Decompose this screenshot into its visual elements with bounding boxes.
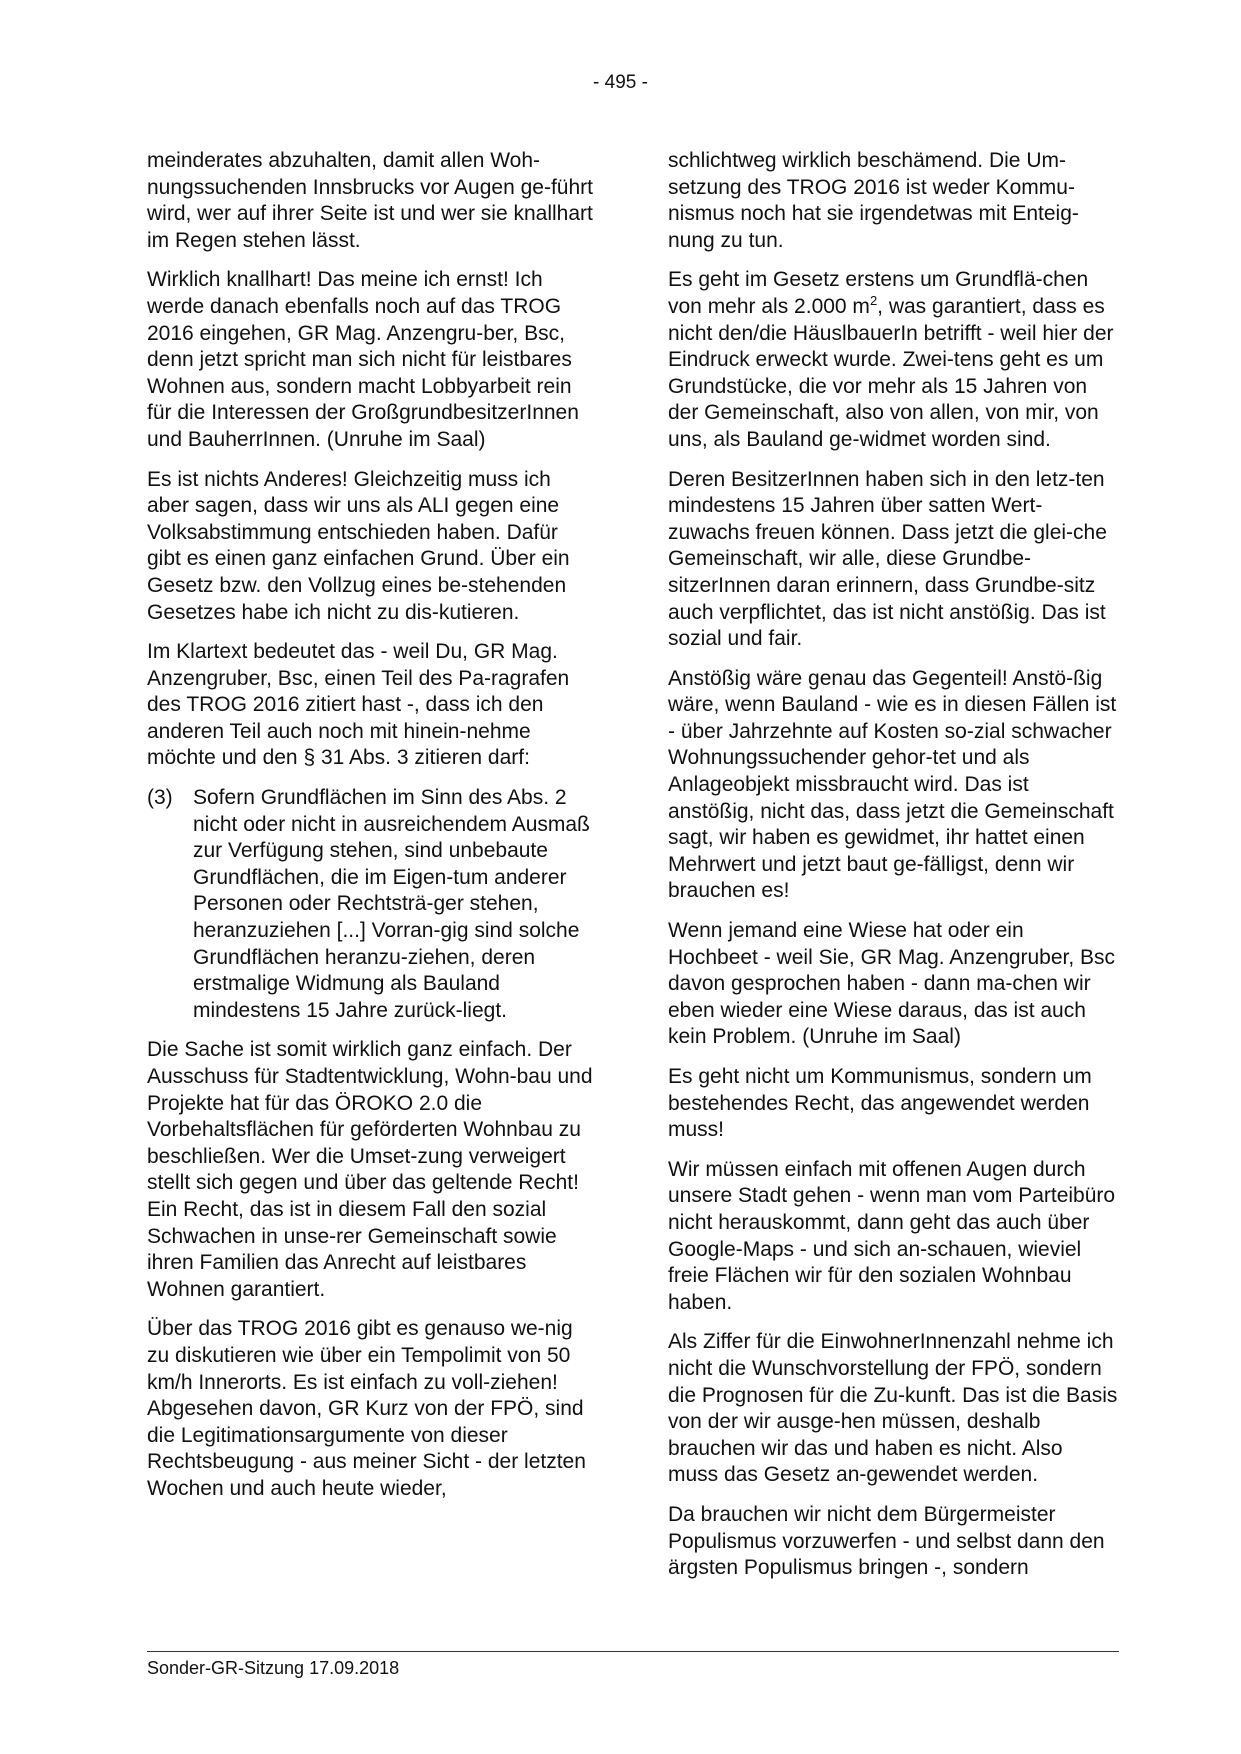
paragraph: Es ist nichts Anderes! Gleichzeitig muss ich aber sagen, dass wir uns als ALI gegen eine Volksabstimmung entschieden haben. Dafür gibt es einen ganz einfachen Grund. Über ein Gesetz bzw. den Vollzug eines be-stehenden Gesetzes habe ich nicht zu dis-kutieren. <box>147 467 570 624</box>
footer-text: Sonder-GR-Sitzung 17.09.2018 <box>147 1658 400 1678</box>
paragraph: Wir müssen einfach mit offenen Augen durch unsere Stadt gehen - wenn man vom Parteibüro nicht herauskommt, dann geht das auch über Google-Maps - und sich an-schauen, wieviel freie Flächen wir für den sozialen Wohnbau haben. <box>668 1157 1116 1314</box>
page-number: - 495 - <box>593 72 648 93</box>
paragraph: Als Ziffer für die EinwohnerInnenzahl nehme ich nicht die Wunschvorstellung der FPÖ, sondern die Prognosen für die Zu-kunft. Das ist die Basis von der wir ausge-hen müssen, deshalb brauchen wir das und haben es nicht. Also muss das Gesetz an-gewendet werden. <box>668 1330 1118 1487</box>
paragraph: Im Klartext bedeutet das - weil Du, GR Mag. Anzengruber, Bsc, einen Teil des Pa-ragrafen des TROG 2016 zitiert hast -, dass ich den anderen Teil auch noch mit hinein-nehme möchte und den § 31 Abs. 3 zitieren darf: <box>147 640 570 770</box>
paragraph-text: , was garantiert, dass es nicht den/die HäuslbauerIn betrifft - weil hier der Eindruck erweckt wurde. Zwei-tens geht es um Grundstücke, die vor mehr als 15 Jahren von der Gemeinschaft, also von allen, von mir, von uns, als Bauland ge-widmet worden sind. <box>668 294 1114 451</box>
quote-text: Sofern Grundflächen im Sinn des Abs. 2 nicht oder nicht in ausreichendem Ausmaß zur Verfügung stehen, sind unbebaute Grundflächen, die im Eigen-tum anderer Personen oder Rechtsträ-ger stehen, heranzuziehen [...] Vorran-gig sind solche Grundflächen heranzu-ziehen, deren erstmalige Widmung als Bauland mindestens 15 Jahre zurück-liegt. <box>193 786 590 1022</box>
paragraph: Über das TROG 2016 gibt es genauso we-nig zu diskutieren wie über ein Tempolimit von 50 km/h Innerorts. Es ist einfach zu voll-ziehen! Abgesehen davon, GR Kurz von der FPÖ, sind die Legitimationsargumente von dieser Rechtsbeugung - aus meiner Sicht - der letzten Wochen und auch heute wieder, <box>147 1317 586 1500</box>
quote-number: (3) <box>147 786 173 810</box>
paragraph: Da brauchen wir nicht dem Bürgermeister Populismus vorzuwerfen - und selbst dann den ärgsten Populismus bringen -, sondern <box>668 1502 1105 1580</box>
right-column <box>668 148 1118 1595</box>
paragraph: Deren BesitzerInnen haben sich in den letz-ten mindestens 15 Jahren über satten Wert-zuwachs freuen können. Dass jetzt die glei-che Gemeinschaft, wir alle, diese Grundbe-sitzerInnen daran erinnern, dass Grundbe-sitz auch verpflichtet, das ist nicht anstößig. Das ist sozial und fair. <box>668 467 1107 651</box>
footer-divider <box>147 1651 1119 1652</box>
paragraph: schlichtweg wirklich beschämend. Die Um-setzung des TROG 2016 ist weder Kommu-nismus noch hat sie irgendetwas mit Enteig-nung zu tun. <box>668 149 1079 252</box>
paragraph: Die Sache ist somit wirklich ganz einfach. Der Ausschuss für Stadtentwicklung, Wohn-bau und Projekte hat für das ÖROKO 2.0 die Vorbehaltsflächen für geförderten Wohnbau zu beschließen. Wer die Umset-zung verweigert stellt sich gegen und über das geltende Recht! Ein Recht, das ist in diesem Fall den sozial Schwachen in unse-rer Gemeinschaft sowie ihren Familien das Anrecht auf leistbares Wohnen garantiert. <box>147 1038 593 1301</box>
paragraph <box>668 267 1118 453</box>
paragraph: meinderates abzuhalten, damit allen Woh-nungssuchenden Innsbrucks vor Augen ge-führt wird, wer auf ihrer Seite ist und wer sie knallhart im Regen stehen lässt. <box>147 149 593 252</box>
paragraph: Wirklich knallhart! Das meine ich ernst! Ich werde danach ebenfalls noch auf das TROG 2016 eingehen, GR Mag. Anzengru-ber, Bsc, denn jetzt spricht man sich nicht für leistbares Wohnen aus, sondern macht Lobbyarbeit rein für die Interessen der GroßgrundbesitzerInnen und BauherrInnen. (Unruhe im Saal) <box>147 268 579 451</box>
paragraph: Wenn jemand eine Wiese hat oder ein Hochbeet - weil Sie, GR Mag. Anzengruber, Bsc davon gesprochen haben - dann ma-chen wir eben wieder eine Wiese daraus, das ist auch kein Problem. (Unruhe im Saal) <box>668 919 1116 1049</box>
law-quote <box>147 785 597 1024</box>
left-column <box>147 148 597 1516</box>
paragraph-text: Es geht im Gesetz erstens um Grundflä-chen von mehr als 2.000 m <box>668 268 1089 318</box>
paragraph: Anstößig wäre genau das Gegenteil! Anstö-ßig wäre, wenn Bauland - wie es in diesen Fällen ist - über Jahrzehnte auf Kosten so-zial schwacher Wohnungssuchender gehor-tet und als Anlageobjekt missbraucht wird. Das ist anstößig, nicht das, dass jetzt die Gemeinschaft sagt, wir haben es gewidmet, ihr hattet einen Mehrwert und jetzt baut ge-fälligst, denn wir brauchen es! <box>668 666 1117 903</box>
superscript: 2 <box>869 292 878 308</box>
paragraph: Es geht nicht um Kommunismus, sondern um bestehendes Recht, das angewendet werden muss! <box>668 1065 1092 1142</box>
